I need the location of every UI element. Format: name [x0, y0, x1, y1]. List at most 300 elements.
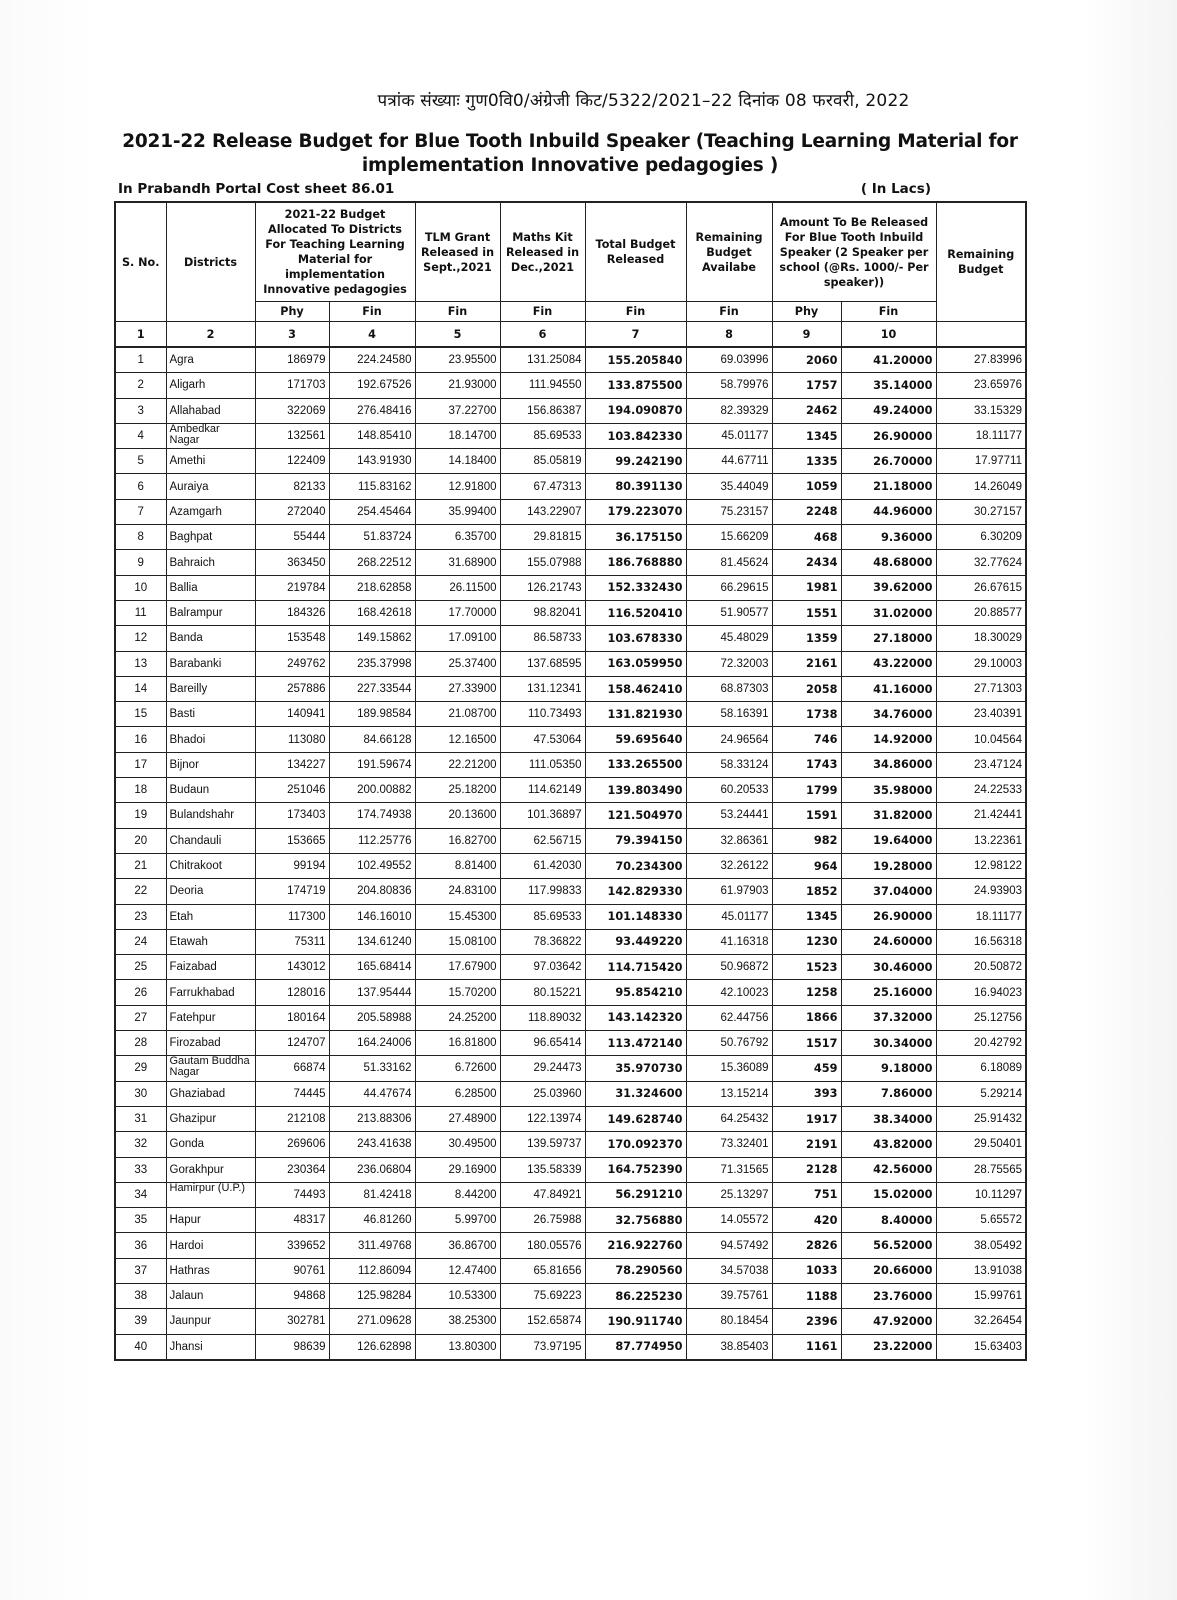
cell-district: Basti — [166, 702, 255, 727]
cell-maths-kit: 98.82041 — [500, 600, 585, 625]
cell-maths-kit: 85.05819 — [500, 449, 585, 474]
cell-district: Chandauli — [166, 828, 255, 853]
cell-remaining-budget: 16.56318 — [936, 929, 1026, 954]
cell-speaker-fin: 23.22000 — [841, 1334, 936, 1360]
cell-speaker-fin: 20.66000 — [841, 1258, 936, 1283]
cell-sno: 1 — [115, 347, 166, 373]
cell-total-released: 158.462410 — [585, 676, 686, 701]
cell-tlm-grant: 12.16500 — [415, 727, 500, 752]
cell-allocated-phy: 140941 — [255, 702, 329, 727]
cell-speaker-fin: 26.90000 — [841, 904, 936, 929]
cell-district: Hamirpur (U.P.) — [166, 1182, 255, 1207]
cell-tlm-grant: 22.21200 — [415, 752, 500, 777]
cell-total-released: 131.821930 — [585, 702, 686, 727]
cell-tlm-grant: 5.99700 — [415, 1208, 500, 1233]
cell-district: Baghpat — [166, 525, 255, 550]
cell-allocated-phy: 322069 — [255, 398, 329, 423]
cell-sno: 2 — [115, 373, 166, 398]
cell-allocated-fin: 191.59674 — [329, 752, 415, 777]
cell-total-released: 194.090870 — [585, 398, 686, 423]
cell-sno: 12 — [115, 626, 166, 651]
cell-allocated-phy: 184326 — [255, 600, 329, 625]
cell-remaining-available: 60.20533 — [686, 778, 772, 803]
table-row — [115, 575, 1026, 600]
column-number: 6 — [500, 322, 585, 348]
cell-remaining-budget: 13.22361 — [936, 828, 1026, 853]
subheader-fin: Fin — [585, 302, 686, 322]
col-header-districts: Districts — [166, 202, 255, 322]
cell-speaker-fin: 34.86000 — [841, 752, 936, 777]
cell-remaining-available: 80.18454 — [686, 1309, 772, 1334]
cell-remaining-budget: 6.18089 — [936, 1056, 1026, 1081]
cell-sno: 37 — [115, 1258, 166, 1283]
cell-maths-kit: 114.62149 — [500, 778, 585, 803]
cell-allocated-fin: 236.06804 — [329, 1157, 415, 1182]
cell-speaker-phy: 1161 — [772, 1334, 841, 1360]
cell-total-released: 31.324600 — [585, 1081, 686, 1106]
cell-allocated-fin: 174.74938 — [329, 803, 415, 828]
table-row — [115, 449, 1026, 474]
cell-speaker-phy: 2462 — [772, 398, 841, 423]
cell-sno: 27 — [115, 1005, 166, 1030]
cell-sno: 24 — [115, 929, 166, 954]
subheader-fin: Fin — [415, 302, 500, 322]
cell-speaker-phy: 2060 — [772, 347, 841, 373]
cell-district: Azamgarh — [166, 499, 255, 524]
cell-sno: 5 — [115, 449, 166, 474]
cell-speaker-phy: 2248 — [772, 499, 841, 524]
cell-speaker-phy: 1188 — [772, 1283, 841, 1308]
cell-district: Etah — [166, 904, 255, 929]
col-header-remaining-budget: Remaining Budget — [936, 202, 1026, 322]
cell-tlm-grant: 8.44200 — [415, 1182, 500, 1207]
cell-speaker-phy: 1033 — [772, 1258, 841, 1283]
cell-tlm-grant: 35.99400 — [415, 499, 500, 524]
cell-speaker-fin: 38.34000 — [841, 1106, 936, 1131]
cell-speaker-fin: 7.86000 — [841, 1081, 936, 1106]
cell-allocated-phy: 74445 — [255, 1081, 329, 1106]
table-row — [115, 702, 1026, 727]
col-header-maths-kit: Maths Kit Released in Dec.,2021 — [500, 202, 585, 302]
cell-tlm-grant: 15.45300 — [415, 904, 500, 929]
cell-allocated-fin: 276.48416 — [329, 398, 415, 423]
cell-speaker-fin: 15.02000 — [841, 1182, 936, 1207]
cell-speaker-phy: 1335 — [772, 449, 841, 474]
table-row — [115, 550, 1026, 575]
cell-remaining-budget: 24.93903 — [936, 879, 1026, 904]
cell-sno: 29 — [115, 1056, 166, 1081]
cell-allocated-phy: 269606 — [255, 1132, 329, 1157]
cell-total-released: 186.768880 — [585, 550, 686, 575]
cell-total-released: 59.695640 — [585, 727, 686, 752]
cell-sno: 31 — [115, 1106, 166, 1131]
cell-maths-kit: 152.65874 — [500, 1309, 585, 1334]
cell-speaker-phy: 2128 — [772, 1157, 841, 1182]
cell-total-released: 95.854210 — [585, 980, 686, 1005]
cell-district: Banda — [166, 626, 255, 651]
cell-allocated-phy: 153548 — [255, 626, 329, 651]
table-row — [115, 1031, 1026, 1056]
cell-maths-kit: 29.24473 — [500, 1056, 585, 1081]
cell-speaker-fin: 42.56000 — [841, 1157, 936, 1182]
cell-remaining-budget: 29.50401 — [936, 1132, 1026, 1157]
cell-speaker-fin: 48.68000 — [841, 550, 936, 575]
cell-maths-kit: 117.99833 — [500, 879, 585, 904]
cell-sno: 10 — [115, 575, 166, 600]
cell-tlm-grant: 31.68900 — [415, 550, 500, 575]
cell-speaker-fin: 44.96000 — [841, 499, 936, 524]
cell-remaining-budget: 26.67615 — [936, 575, 1026, 600]
cell-total-released: 133.875500 — [585, 373, 686, 398]
cell-speaker-fin: 35.14000 — [841, 373, 936, 398]
cell-allocated-phy: 99194 — [255, 853, 329, 878]
cell-remaining-budget: 27.83996 — [936, 347, 1026, 373]
table-body — [115, 347, 1026, 1360]
cell-sno: 33 — [115, 1157, 166, 1182]
cell-sno: 32 — [115, 1132, 166, 1157]
cell-allocated-fin: 125.98284 — [329, 1283, 415, 1308]
cell-speaker-fin: 31.82000 — [841, 803, 936, 828]
column-number: 4 — [329, 322, 415, 348]
cell-remaining-budget: 5.29214 — [936, 1081, 1026, 1106]
cell-maths-kit: 73.97195 — [500, 1334, 585, 1360]
cell-total-released: 78.290560 — [585, 1258, 686, 1283]
cell-remaining-available: 39.75761 — [686, 1283, 772, 1308]
cell-speaker-phy: 2191 — [772, 1132, 841, 1157]
cell-tlm-grant: 30.49500 — [415, 1132, 500, 1157]
cell-speaker-fin: 25.16000 — [841, 980, 936, 1005]
cell-remaining-budget: 15.99761 — [936, 1283, 1026, 1308]
cell-tlm-grant: 38.25300 — [415, 1309, 500, 1334]
cell-allocated-fin: 204.80836 — [329, 879, 415, 904]
table-row — [115, 600, 1026, 625]
cell-allocated-phy: 98639 — [255, 1334, 329, 1360]
cell-maths-kit: 135.58339 — [500, 1157, 585, 1182]
cell-allocated-fin: 164.24006 — [329, 1031, 415, 1056]
cell-remaining-available: 41.16318 — [686, 929, 772, 954]
cell-allocated-fin: 84.66128 — [329, 727, 415, 752]
cell-total-released: 86.225230 — [585, 1283, 686, 1308]
cell-speaker-phy: 1517 — [772, 1031, 841, 1056]
cell-speaker-phy: 1799 — [772, 778, 841, 803]
cell-speaker-phy: 1917 — [772, 1106, 841, 1131]
cell-total-released: 190.911740 — [585, 1309, 686, 1334]
cell-maths-kit: 78.36822 — [500, 929, 585, 954]
cell-speaker-phy: 1523 — [772, 955, 841, 980]
cell-tlm-grant: 26.11500 — [415, 575, 500, 600]
table-row — [115, 676, 1026, 701]
cell-district: Balrampur — [166, 600, 255, 625]
cell-remaining-available: 14.05572 — [686, 1208, 772, 1233]
column-number: 5 — [415, 322, 500, 348]
cell-maths-kit: 126.21743 — [500, 575, 585, 600]
cell-speaker-fin: 37.32000 — [841, 1005, 936, 1030]
cell-remaining-budget: 21.42441 — [936, 803, 1026, 828]
cell-tlm-grant: 16.81800 — [415, 1031, 500, 1056]
cell-remaining-available: 82.39329 — [686, 398, 772, 423]
cell-sno: 38 — [115, 1283, 166, 1308]
cell-remaining-available: 34.57038 — [686, 1258, 772, 1283]
cell-tlm-grant: 6.72600 — [415, 1056, 500, 1081]
table-row — [115, 626, 1026, 651]
table-row — [115, 347, 1026, 373]
table-row — [115, 525, 1026, 550]
cell-district: Gorakhpur — [166, 1157, 255, 1182]
cell-speaker-phy: 2396 — [772, 1309, 841, 1334]
cell-speaker-phy: 2058 — [772, 676, 841, 701]
cell-allocated-phy: 251046 — [255, 778, 329, 803]
cell-maths-kit: 96.65414 — [500, 1031, 585, 1056]
cell-tlm-grant: 37.22700 — [415, 398, 500, 423]
cell-remaining-budget: 14.26049 — [936, 474, 1026, 499]
cell-total-released: 80.391130 — [585, 474, 686, 499]
cell-allocated-fin: 112.25776 — [329, 828, 415, 853]
cell-allocated-phy: 132561 — [255, 423, 329, 448]
cell-remaining-budget: 12.98122 — [936, 853, 1026, 878]
cell-allocated-fin: 102.49552 — [329, 853, 415, 878]
cell-speaker-phy: 964 — [772, 853, 841, 878]
cell-allocated-phy: 363450 — [255, 550, 329, 575]
table-row — [115, 1258, 1026, 1283]
cell-sno: 15 — [115, 702, 166, 727]
cell-maths-kit: 26.75988 — [500, 1208, 585, 1233]
cell-district: Hapur — [166, 1208, 255, 1233]
cell-allocated-fin: 192.67526 — [329, 373, 415, 398]
cell-tlm-grant: 24.83100 — [415, 879, 500, 904]
cell-district: Jaunpur — [166, 1309, 255, 1334]
cell-total-released: 163.059950 — [585, 651, 686, 676]
cell-district: Allahabad — [166, 398, 255, 423]
cell-remaining-budget: 18.11177 — [936, 904, 1026, 929]
cell-remaining-available: 81.45624 — [686, 550, 772, 575]
cell-tlm-grant: 6.28500 — [415, 1081, 500, 1106]
table-row — [115, 828, 1026, 853]
cell-total-released: 179.223070 — [585, 499, 686, 524]
cell-speaker-phy: 1852 — [772, 879, 841, 904]
cell-maths-kit: 65.81656 — [500, 1258, 585, 1283]
table-row — [115, 398, 1026, 423]
cell-speaker-fin: 19.64000 — [841, 828, 936, 853]
cell-tlm-grant: 18.14700 — [415, 423, 500, 448]
table-row — [115, 1157, 1026, 1182]
cell-tlm-grant: 8.81400 — [415, 853, 500, 878]
col-header-budget-allocated: 2021-22 Budget Allocated To Districts For Teaching Learning Material for implementation Innovative pedagogies — [255, 202, 415, 302]
cell-district: Etawah — [166, 929, 255, 954]
cell-sno: 25 — [115, 955, 166, 980]
cell-speaker-phy: 1551 — [772, 600, 841, 625]
cell-remaining-available: 53.24441 — [686, 803, 772, 828]
subheader-fin: Fin — [686, 302, 772, 322]
cell-maths-kit: 67.47313 — [500, 474, 585, 499]
cell-tlm-grant: 14.18400 — [415, 449, 500, 474]
table-row — [115, 904, 1026, 929]
cell-allocated-fin: 235.37998 — [329, 651, 415, 676]
cell-speaker-fin: 43.22000 — [841, 651, 936, 676]
cell-tlm-grant: 16.82700 — [415, 828, 500, 853]
cell-maths-kit: 180.05576 — [500, 1233, 585, 1258]
cell-sno: 40 — [115, 1334, 166, 1360]
unit-label: ( In Lacs) — [860, 181, 931, 197]
cell-speaker-fin: 26.70000 — [841, 449, 936, 474]
cell-remaining-available: 38.85403 — [686, 1334, 772, 1360]
cell-remaining-available: 45.01177 — [686, 904, 772, 929]
cell-tlm-grant: 36.86700 — [415, 1233, 500, 1258]
table-row — [115, 955, 1026, 980]
cell-allocated-fin: 165.68414 — [329, 955, 415, 980]
cell-allocated-fin: 46.81260 — [329, 1208, 415, 1233]
cell-speaker-phy: 459 — [772, 1056, 841, 1081]
cell-maths-kit: 111.94550 — [500, 373, 585, 398]
cell-remaining-budget: 10.11297 — [936, 1182, 1026, 1207]
cell-total-released: 87.774950 — [585, 1334, 686, 1360]
cell-allocated-phy: 55444 — [255, 525, 329, 550]
cell-allocated-phy: 122409 — [255, 449, 329, 474]
cell-remaining-available: 15.36089 — [686, 1056, 772, 1081]
cell-sno: 14 — [115, 676, 166, 701]
cell-remaining-budget: 18.30029 — [936, 626, 1026, 651]
col-header-remaining-available: Remaining Budget Availabe — [686, 202, 772, 302]
col-header-sno: S. No. — [115, 202, 166, 322]
cell-remaining-budget: 15.63403 — [936, 1334, 1026, 1360]
cell-tlm-grant: 17.09100 — [415, 626, 500, 651]
cell-allocated-fin: 243.41638 — [329, 1132, 415, 1157]
cell-allocated-phy: 48317 — [255, 1208, 329, 1233]
cell-maths-kit: 131.12341 — [500, 676, 585, 701]
cell-remaining-available: 24.96564 — [686, 727, 772, 752]
cell-allocated-fin: 112.86094 — [329, 1258, 415, 1283]
cell-total-released: 152.332430 — [585, 575, 686, 600]
cell-maths-kit: 111.05350 — [500, 752, 585, 777]
cell-total-released: 35.970730 — [585, 1056, 686, 1081]
cell-sno: 22 — [115, 879, 166, 904]
cell-allocated-fin: 224.24580 — [329, 347, 415, 373]
cell-sno: 21 — [115, 853, 166, 878]
cell-allocated-fin: 213.88306 — [329, 1106, 415, 1131]
cell-remaining-available: 58.79976 — [686, 373, 772, 398]
cell-allocated-phy: 219784 — [255, 575, 329, 600]
cell-total-released: 121.504970 — [585, 803, 686, 828]
cell-tlm-grant: 17.67900 — [415, 955, 500, 980]
cell-allocated-phy: 75311 — [255, 929, 329, 954]
cell-allocated-phy: 180164 — [255, 1005, 329, 1030]
cell-maths-kit: 118.89032 — [500, 1005, 585, 1030]
cell-remaining-available: 72.32003 — [686, 651, 772, 676]
table-row — [115, 1005, 1026, 1030]
cell-maths-kit: 156.86387 — [500, 398, 585, 423]
cell-remaining-budget: 23.40391 — [936, 702, 1026, 727]
cell-remaining-available: 15.66209 — [686, 525, 772, 550]
cell-tlm-grant: 25.18200 — [415, 778, 500, 803]
cell-allocated-fin: 51.33162 — [329, 1056, 415, 1081]
table-row — [115, 853, 1026, 878]
cell-allocated-fin: 137.95444 — [329, 980, 415, 1005]
cell-speaker-fin: 14.92000 — [841, 727, 936, 752]
table-row — [115, 1056, 1026, 1081]
cell-allocated-fin: 115.83162 — [329, 474, 415, 499]
cell-remaining-available: 13.15214 — [686, 1081, 772, 1106]
table-row — [115, 879, 1026, 904]
cell-sno: 20 — [115, 828, 166, 853]
cell-tlm-grant: 27.48900 — [415, 1106, 500, 1131]
cell-tlm-grant: 10.53300 — [415, 1283, 500, 1308]
cell-allocated-fin: 148.85410 — [329, 423, 415, 448]
cell-allocated-phy: 212108 — [255, 1106, 329, 1131]
cell-speaker-phy: 1981 — [772, 575, 841, 600]
cell-allocated-phy: 134227 — [255, 752, 329, 777]
cell-remaining-budget: 25.12756 — [936, 1005, 1026, 1030]
cell-sno: 19 — [115, 803, 166, 828]
cell-maths-kit: 80.15221 — [500, 980, 585, 1005]
cell-remaining-budget: 17.97711 — [936, 449, 1026, 474]
cell-speaker-fin: 24.60000 — [841, 929, 936, 954]
cell-allocated-fin: 134.61240 — [329, 929, 415, 954]
column-number: 1 — [115, 322, 166, 348]
cell-speaker-fin: 8.40000 — [841, 1208, 936, 1233]
table-row — [115, 499, 1026, 524]
cell-district: Agra — [166, 347, 255, 373]
table-row — [115, 474, 1026, 499]
cell-sno: 16 — [115, 727, 166, 752]
cell-tlm-grant: 17.70000 — [415, 600, 500, 625]
cell-speaker-phy: 746 — [772, 727, 841, 752]
cell-speaker-phy: 1230 — [772, 929, 841, 954]
cell-remaining-available: 45.01177 — [686, 423, 772, 448]
cell-speaker-phy: 1359 — [772, 626, 841, 651]
cell-tlm-grant: 23.95500 — [415, 347, 500, 373]
cell-tlm-grant: 12.47400 — [415, 1258, 500, 1283]
cell-sno: 4 — [115, 423, 166, 448]
cell-allocated-phy: 272040 — [255, 499, 329, 524]
column-number: 7 — [585, 322, 686, 348]
letter-reference-line: पत्रांक संख्याः गुण0वि0/अंग्रेजी किट/5322/2021–22 दिनांक 08 फरवरी, 2022 — [377, 91, 910, 111]
cell-speaker-phy: 1757 — [772, 373, 841, 398]
cell-remaining-available: 62.44756 — [686, 1005, 772, 1030]
cell-remaining-available: 68.87303 — [686, 676, 772, 701]
cell-allocated-phy: 94868 — [255, 1283, 329, 1308]
cell-remaining-available: 50.76792 — [686, 1031, 772, 1056]
cell-allocated-fin: 227.33544 — [329, 676, 415, 701]
cell-total-released: 139.803490 — [585, 778, 686, 803]
cell-total-released: 79.394150 — [585, 828, 686, 853]
cell-district: Ambedkar Nagar — [166, 423, 255, 448]
cell-sno: 6 — [115, 474, 166, 499]
cell-remaining-budget: 32.26454 — [936, 1309, 1026, 1334]
cell-remaining-available: 44.67711 — [686, 449, 772, 474]
column-number — [936, 322, 1026, 348]
cell-district: Gautam Buddha Nagar — [166, 1056, 255, 1081]
cell-allocated-fin: 126.62898 — [329, 1334, 415, 1360]
cell-allocated-fin: 311.49768 — [329, 1233, 415, 1258]
cell-allocated-phy: 302781 — [255, 1309, 329, 1334]
cell-tlm-grant: 24.25200 — [415, 1005, 500, 1030]
cell-district: Ballia — [166, 575, 255, 600]
cell-maths-kit: 47.53064 — [500, 727, 585, 752]
cell-allocated-phy: 249762 — [255, 651, 329, 676]
cell-district: Ghaziabad — [166, 1081, 255, 1106]
cell-allocated-phy: 113080 — [255, 727, 329, 752]
cell-remaining-budget: 28.75565 — [936, 1157, 1026, 1182]
cell-allocated-fin: 268.22512 — [329, 550, 415, 575]
cell-speaker-phy: 1743 — [772, 752, 841, 777]
cell-speaker-fin: 56.52000 — [841, 1233, 936, 1258]
cell-tlm-grant: 21.08700 — [415, 702, 500, 727]
cell-sno: 26 — [115, 980, 166, 1005]
cell-maths-kit: 85.69533 — [500, 904, 585, 929]
cell-remaining-available: 45.48029 — [686, 626, 772, 651]
cell-remaining-available: 71.31565 — [686, 1157, 772, 1182]
cell-district: Jalaun — [166, 1283, 255, 1308]
cell-remaining-budget: 20.50872 — [936, 955, 1026, 980]
